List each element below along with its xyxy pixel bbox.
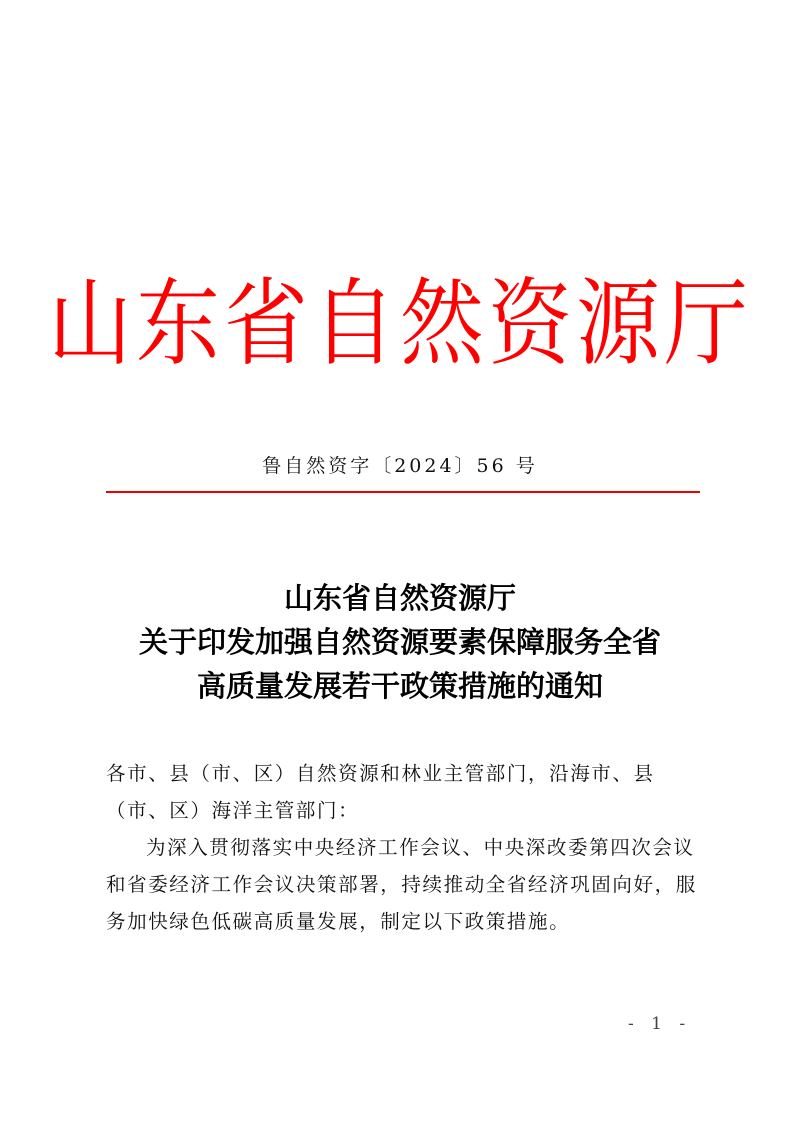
red-separator-line [106,491,700,493]
title-line-3: 高质量发展若干政策措施的通知 [196,669,603,703]
title-line-1: 山东省自然资源厅 [283,581,516,615]
title-line-2: 关于印发加强自然资源要素保障服务全省 [138,625,661,659]
issuer-red-header: 山东省自然资源厅 [47,268,752,379]
addressees: 各市、县（市、区）自然资源和林业主管部门，沿海市、县（市、区）海洋主管部门： [106,762,655,822]
document-body [106,755,706,940]
document-number: 鲁自然资字〔2024〕56 号 [262,455,538,477]
document-title [0,576,800,708]
page-number: - 1 - [628,1014,692,1034]
body-paragraph: 为深入贯彻落实中央经济工作会议、中央深改委第四次会议和省委经济工作会议决策部署，持续推动全省经济巩固向好，服务加快绿色低碳高质量发展，制定以下政策措施。 [106,836,697,933]
